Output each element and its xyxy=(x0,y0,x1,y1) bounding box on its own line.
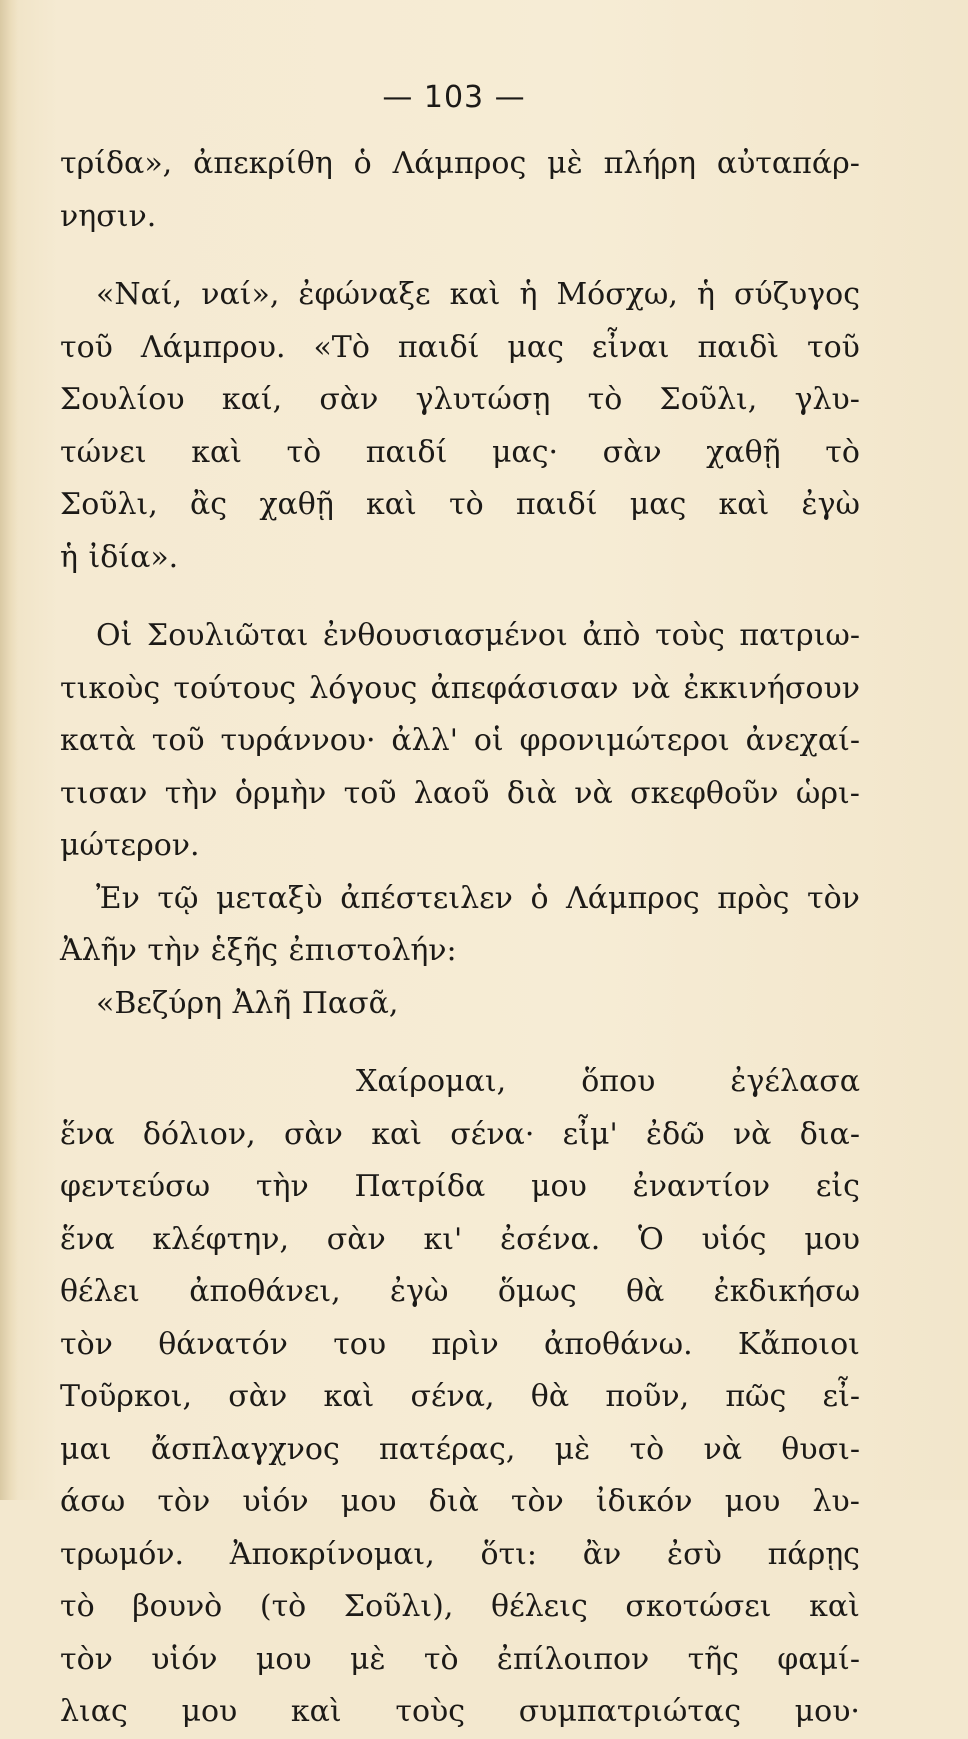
word: διὰ xyxy=(506,775,557,811)
text-line xyxy=(60,1634,860,1687)
word: βουνὸ xyxy=(132,1589,223,1624)
word: πατριω- xyxy=(739,618,860,653)
word: ἂν xyxy=(582,1536,622,1572)
word: υἱός xyxy=(701,1221,767,1257)
word: ἐπιστολήν: xyxy=(288,933,457,968)
word: μαι xyxy=(60,1431,112,1467)
word: τυράννου· xyxy=(220,723,376,758)
word: καὶ xyxy=(449,277,501,312)
paragraph-gap xyxy=(60,243,860,269)
word: καὶ xyxy=(323,1379,375,1414)
word: ἰδικόν xyxy=(595,1484,693,1519)
word: ἀνεχαί- xyxy=(745,723,860,758)
word: σὰν xyxy=(228,1379,288,1414)
word: πῶς xyxy=(725,1379,787,1414)
word: μου xyxy=(340,1484,397,1519)
word: τὸ xyxy=(60,1589,95,1624)
word: τοῦ xyxy=(151,723,205,758)
word: ἐσένα. xyxy=(500,1221,601,1257)
word: λόγους xyxy=(309,670,418,706)
word: ἂς xyxy=(190,487,228,522)
word: μου xyxy=(255,1641,312,1677)
word: ἀλλ' xyxy=(391,723,458,758)
word: ἕνα xyxy=(60,1221,115,1257)
word: σὰν xyxy=(283,1116,343,1152)
word: παιδὶ xyxy=(697,329,780,365)
word: καὶ xyxy=(290,1694,342,1729)
word: μὲ xyxy=(554,1431,591,1467)
word: Λάμπρος xyxy=(566,880,700,916)
word: πρὶν xyxy=(431,1326,499,1362)
paragraph-gap xyxy=(60,1030,860,1056)
word: τὸν xyxy=(60,1641,113,1677)
word: τὸν xyxy=(807,880,860,916)
word: ἀπέστειλεν xyxy=(340,880,513,916)
word: τὸ xyxy=(286,434,322,470)
word: τοὺς xyxy=(655,618,725,653)
word: μας· xyxy=(491,434,559,470)
word: κι' xyxy=(423,1221,463,1257)
salutation-line xyxy=(60,978,860,1031)
word: τικοὺς xyxy=(60,670,161,706)
text-line xyxy=(60,138,860,191)
word: εἰς xyxy=(815,1169,860,1204)
word: Σοῦλι, xyxy=(659,382,758,417)
word: τὸν xyxy=(157,1484,211,1519)
word: πλήρη xyxy=(603,146,696,181)
word: καὶ xyxy=(366,487,417,522)
word: υἱόν xyxy=(242,1484,309,1519)
word: ὁρμὴν xyxy=(234,775,327,811)
body-text xyxy=(60,138,860,1739)
word: νὰ xyxy=(703,1431,743,1467)
word: ὅτι: xyxy=(480,1536,538,1572)
word: τὴν xyxy=(255,1169,309,1204)
word: μου xyxy=(804,1221,860,1257)
word: σκοτώσει xyxy=(625,1589,772,1624)
text-line xyxy=(60,1476,860,1529)
word: υἱόν xyxy=(151,1641,218,1677)
word: τῷ xyxy=(157,880,199,916)
word: τὸ xyxy=(825,434,860,470)
word: Λάμπρου. xyxy=(140,329,286,365)
text-line xyxy=(60,610,860,663)
paragraph-gap xyxy=(60,584,860,610)
text-line xyxy=(60,479,860,532)
word: σύζυγος xyxy=(733,277,860,312)
word: ἐνθουσιασμένοι xyxy=(322,618,568,653)
word: αὐταπάρ- xyxy=(716,146,860,181)
word: τὸ xyxy=(587,382,623,417)
word: εἶ- xyxy=(822,1379,860,1414)
word: νὰ xyxy=(631,670,671,706)
word: τούτους xyxy=(173,670,296,706)
word: Λάμπρος xyxy=(392,146,527,181)
word: μὲ xyxy=(349,1641,386,1677)
word: τρίδα», xyxy=(60,146,173,181)
word: σκεφθοῦν xyxy=(630,775,779,811)
word: ἐδῶ xyxy=(646,1116,705,1152)
word: νὰ xyxy=(574,775,613,811)
word: ἐγὼ xyxy=(801,487,860,522)
word: «Ναί, xyxy=(96,277,183,312)
word: ὁ xyxy=(353,146,372,181)
word: καί, xyxy=(221,382,283,417)
word: σένα· xyxy=(450,1116,535,1152)
word: φεντεύσω xyxy=(60,1169,211,1204)
word: καὶ xyxy=(371,1116,422,1152)
word: ἐναντίον xyxy=(632,1169,771,1204)
text-line xyxy=(60,374,860,427)
word: Σοῦλι), xyxy=(343,1589,454,1624)
word: εἶμ' xyxy=(562,1116,618,1152)
word: Ἐν xyxy=(96,880,140,916)
word: κλέφτην, xyxy=(152,1221,290,1257)
word: μας xyxy=(629,487,687,522)
word: μου· xyxy=(794,1694,860,1729)
word: Σουλιῶται xyxy=(146,618,309,653)
word: ἐσὺ xyxy=(667,1536,722,1572)
word: χαθῇ xyxy=(259,487,334,522)
word: πάρῃς xyxy=(767,1536,860,1572)
word: Χαίρομαι, xyxy=(356,1064,507,1099)
word: τὸ xyxy=(423,1641,459,1677)
text-line xyxy=(60,1056,860,1109)
word: οἱ xyxy=(473,723,504,758)
word: τὸ xyxy=(449,487,484,522)
word: Πατρίδα xyxy=(354,1169,486,1204)
word: νησιν. xyxy=(60,198,157,234)
text-line xyxy=(60,1161,860,1214)
word: τὸ xyxy=(629,1431,665,1467)
word: καὶ xyxy=(718,487,770,522)
word: Μόσχω, xyxy=(556,277,678,312)
word: ποῦν, xyxy=(605,1379,690,1414)
word: μώτερον. xyxy=(60,828,200,863)
word: νὰ xyxy=(732,1116,772,1152)
word: ἐκκινήσουν xyxy=(683,670,860,706)
word: τοὺς xyxy=(395,1694,466,1729)
word: χαθῇ xyxy=(706,434,781,470)
word: ἐκδικήσω xyxy=(713,1274,860,1309)
text-line xyxy=(60,1686,860,1739)
word: μου xyxy=(531,1169,587,1204)
word: σένα, xyxy=(410,1379,495,1414)
word: Ἀλῆ xyxy=(232,985,292,1021)
word: ἡ xyxy=(696,277,715,312)
word: παιδί xyxy=(397,329,480,365)
word: τοῦ xyxy=(807,329,860,365)
word: Σουλίου xyxy=(60,382,185,417)
word: παιδί xyxy=(365,434,448,470)
word: Σοῦλι, xyxy=(60,487,158,522)
word: ἀπεφάσισαν xyxy=(430,670,619,706)
word: κατὰ xyxy=(60,723,136,758)
word: θὰ xyxy=(530,1379,570,1414)
word: θὰ xyxy=(626,1274,665,1309)
word: γλυτώσῃ xyxy=(415,382,551,417)
word: δόλιον, xyxy=(142,1116,256,1152)
text-line xyxy=(60,1371,860,1424)
word: τὸν xyxy=(60,1326,113,1362)
text-line xyxy=(60,322,860,375)
word: τῆς xyxy=(687,1641,739,1677)
text-line xyxy=(60,269,860,322)
text-line xyxy=(60,1109,860,1162)
word: πατέρας, xyxy=(379,1431,516,1467)
word: μας xyxy=(507,329,564,365)
page-gutter xyxy=(0,0,18,1500)
word: ἑξῆς xyxy=(210,933,279,968)
word: ναί», xyxy=(201,277,280,312)
word: θέλει xyxy=(60,1274,140,1309)
word: γλυ- xyxy=(794,382,860,417)
text-line xyxy=(60,820,860,873)
word: τὴν xyxy=(147,933,201,968)
word: ἕνα xyxy=(60,1116,115,1152)
word: εἶναι xyxy=(591,329,670,365)
word: (τὸ xyxy=(259,1589,307,1624)
word: λιας xyxy=(60,1694,128,1729)
word: τὴν xyxy=(164,775,218,811)
word: ὡρι- xyxy=(795,775,860,811)
word: τισαν xyxy=(60,775,148,811)
word: μου xyxy=(724,1484,781,1519)
word: τρωμόν. xyxy=(60,1536,185,1572)
word: «Τὸ xyxy=(313,329,370,365)
word: τὸν xyxy=(510,1484,564,1519)
word: του xyxy=(333,1326,387,1362)
word: Οἱ xyxy=(96,618,133,653)
word: ἐπίλοιπον xyxy=(496,1641,650,1677)
text-line xyxy=(60,1529,860,1582)
text-line xyxy=(60,1319,860,1372)
word: δια- xyxy=(799,1116,860,1152)
word: Ὁ xyxy=(638,1221,664,1257)
word: συμπατριώτας xyxy=(518,1694,741,1729)
word: Πασᾶ, xyxy=(301,985,399,1021)
text-line xyxy=(60,191,860,244)
word: θέλεις xyxy=(491,1589,588,1624)
text-line xyxy=(60,532,860,585)
text-line xyxy=(60,1266,860,1319)
page-number: — 103 — xyxy=(382,80,526,115)
word: καὶ xyxy=(809,1589,860,1624)
word: ἐγέλασα xyxy=(730,1064,860,1099)
word: ὅπου xyxy=(581,1064,656,1099)
word: μὲ xyxy=(547,146,583,181)
word: μεταξὺ xyxy=(215,880,323,916)
word: σὰν xyxy=(602,434,662,470)
word: παιδί xyxy=(515,487,598,522)
word: τώνει xyxy=(60,434,147,470)
text-line xyxy=(60,925,860,978)
word: ἀποθάνω. xyxy=(544,1326,693,1362)
word: ὁ xyxy=(530,880,549,916)
text-line xyxy=(60,1214,860,1267)
word: τοῦ xyxy=(343,775,397,811)
word: μου xyxy=(181,1694,238,1729)
text-line xyxy=(60,715,860,768)
word: ἄσπλαγχνος xyxy=(150,1431,340,1467)
text-line xyxy=(60,663,860,716)
word: σὰν xyxy=(319,382,379,417)
text-line xyxy=(60,427,860,480)
word: ἐφώναξε xyxy=(298,277,431,312)
word: θυσι- xyxy=(781,1431,860,1467)
word: «Βεζύρη xyxy=(96,985,223,1021)
word: Τοῦρκοι, xyxy=(60,1379,193,1414)
word: άσω xyxy=(60,1484,126,1519)
word: σὰν xyxy=(326,1221,386,1257)
text-line xyxy=(60,1424,860,1477)
word: ὅμως xyxy=(497,1274,577,1309)
text-line xyxy=(60,873,860,926)
word: πρὸς xyxy=(717,880,790,916)
word: ἡ xyxy=(519,277,538,312)
text-line xyxy=(60,1581,860,1634)
word: φρονιμώτεροι xyxy=(519,723,730,758)
word: ἀπὸ xyxy=(582,618,641,653)
word: Κἄποιοι xyxy=(737,1326,860,1362)
word: ἀπεκρίθη xyxy=(193,146,333,181)
word: καὶ xyxy=(191,434,242,470)
word: Ἀλῆν xyxy=(60,933,137,968)
word: ἡ xyxy=(60,539,78,575)
word: λυ- xyxy=(812,1484,860,1519)
word: ἰδία». xyxy=(88,539,179,575)
word: διὰ xyxy=(428,1484,479,1519)
word: ἀποθάνει, xyxy=(189,1274,341,1309)
word: φαμί- xyxy=(777,1641,860,1677)
word: τοῦ xyxy=(60,329,113,365)
word: ἐγὼ xyxy=(390,1274,449,1309)
text-line xyxy=(60,768,860,821)
word: θάνατόν xyxy=(158,1326,288,1362)
word: λαοῦ xyxy=(413,775,490,811)
word: Ἀποκρίνομαι, xyxy=(229,1536,435,1572)
